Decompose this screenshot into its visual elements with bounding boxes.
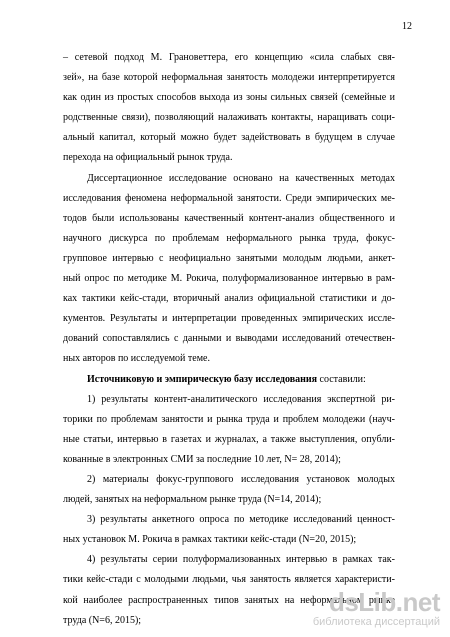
text-line: ных авторов по исследуемой теме. (63, 353, 210, 365)
text-line: 1) результаты контент-аналитического исследования экспертной ри- (87, 393, 395, 405)
text-line: ных установок М. Рокича в рамках тактики кейс-стади (N=20, 2015); (63, 534, 357, 546)
watermark-subtitle: библиотека диссертаций (312, 616, 440, 628)
text-line: торики по проблемам занятости и рынка труда и проблем молодежи (науч- (63, 413, 395, 425)
text-line: исследования феномена неформальной занятости. Среди эмпирических ме- (63, 192, 395, 204)
text-line: 2) материалы фокус-группового исследования установок молодых (87, 473, 395, 485)
text-line: 3) результаты анкетного опроса по методике исследований ценност- (87, 514, 395, 526)
watermark (313, 589, 440, 629)
text-line: 4) результаты серии полуформализованных интервью в рамках так- (87, 554, 395, 566)
text-line: как один из простых способов выхода из зоны сильных связей (семейные и (63, 92, 395, 104)
text-line: ный опрос по методике М. Рокича, полуформализованное интервью в рам- (63, 273, 395, 285)
text-line: родственные связи), позволяющий налаживать контакты, наращивать соци- (63, 112, 395, 124)
text-line: тики кейс-стади с молодыми людьми, чья занятость является характеристи- (63, 574, 395, 586)
page-number: 12 (402, 21, 412, 32)
text-line: групповое интервью с неофициально занятыми молодым людьми, анкет- (63, 252, 395, 264)
text-line: труда (N=6, 2015); (63, 614, 142, 626)
text-line: ные статьи, интервью в газетах и журналах, а также выступления, опубли- (63, 433, 395, 445)
text-line: дований сопоставлялись с данными и выводами исследований отечествен- (63, 333, 395, 345)
text-line: людей, занятых на неформальном рынке труда (N=14, 2014); (63, 494, 322, 506)
text-line: – сетевой подход М. Грановеттера, его концепцию «сила слабых свя- (63, 52, 395, 63)
text-line: альный капитал, который можно будет задействовать в будущем в случае (63, 132, 395, 144)
text-line: тодов были использованы качественный контент-анализ общественного и (63, 212, 395, 224)
text-line: кой наиболее распространенных типов занятых на неформальном рынке (63, 594, 395, 606)
text-line: Диссертационное исследование основано на качественных методах (87, 172, 395, 184)
text-line: ках тактики кейс-стади, вторичный анализ официальной статистики и до- (63, 293, 395, 305)
text-line: зей», на базе которой неформальная занятость молодежи интерпретируется (63, 72, 395, 84)
sources-heading-line (63, 370, 395, 390)
sources-heading: Источниковую и эмпирическую базу исследования (87, 373, 318, 385)
text-line: научного дискурса по проблемам неформального рынка труда, фокус- (63, 232, 395, 244)
text-line: перехода на официальный рынок труда. (63, 152, 233, 164)
sources-heading-tail: составили: (317, 373, 366, 385)
text-line: кованные в электронных СМИ за последние 10 лет, N= 28, 2014); (63, 453, 341, 465)
text-line: кументов. Результаты и интерпретации проведенных эмпирических иссле- (63, 313, 395, 325)
body-text (63, 48, 395, 631)
watermark-logo: dsLib.net (328, 587, 440, 617)
